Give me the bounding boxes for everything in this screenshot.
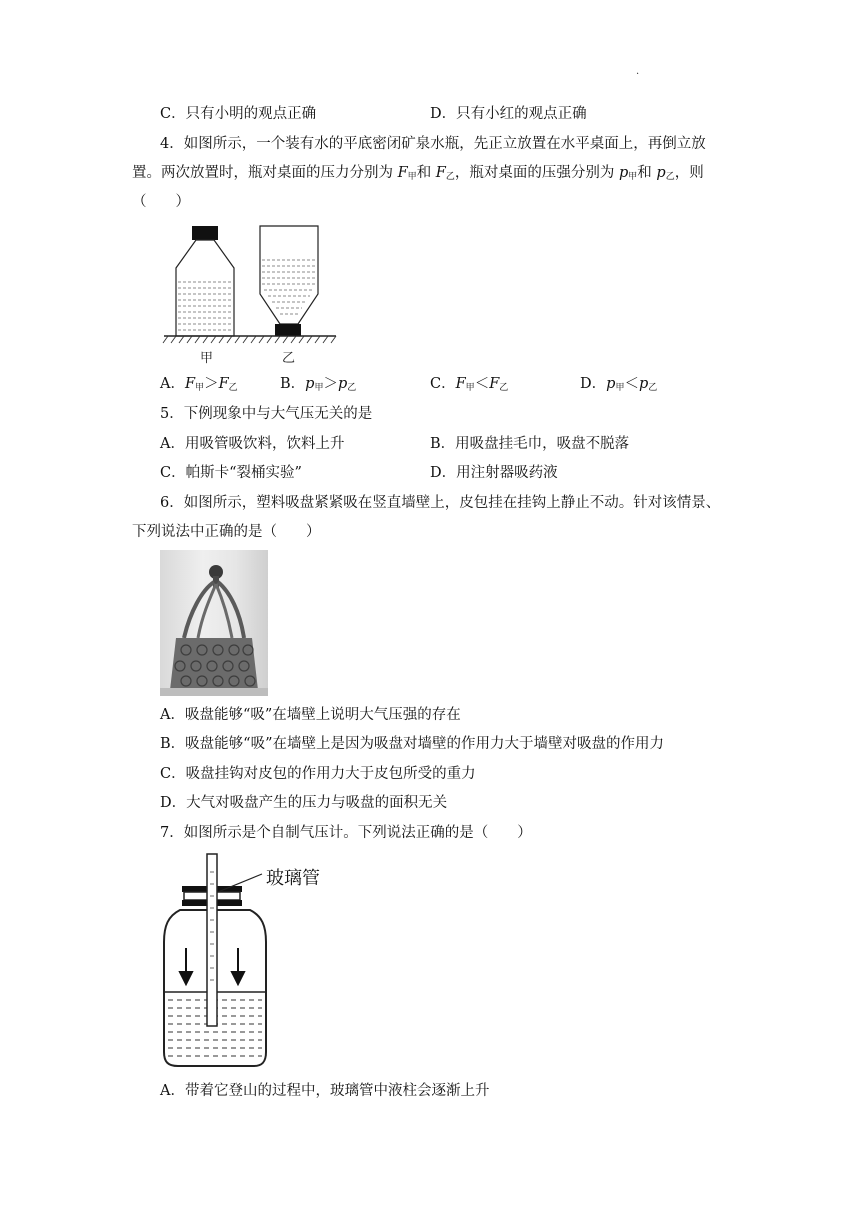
q6-option-a[interactable]: A．吸盘能够“吸”在墙壁上说明大气压强的存在 [160,707,461,723]
q6-option-c[interactable]: C．吸盘挂钩对皮包的作用力大于皮包所受的重力 [160,766,476,782]
q4-option-b[interactable]: B．$p_甲>p_乙$ [280,376,357,393]
q6-stem-line2: 下列说法中正确的是（ ） [132,524,321,540]
glass-tube [207,854,217,1026]
label-jia: 甲 [200,351,214,366]
barometer-figure [158,852,348,1072]
q3-option-d[interactable]: D．只有小红的观点正确 [430,106,587,122]
q4-stem-line2: 置。两次放置时，瓶对桌面的压力分别为 $F_甲$和 $F_乙$，瓶对桌面的压强分别为 $p_甲$和 $p_乙$，则 [132,165,704,182]
q3-option-c[interactable]: C．只有小明的观点正确 [160,106,317,122]
bottle-inverted [260,226,318,324]
bottle-cap-upright [192,226,218,240]
bottle-figure [160,222,340,368]
bottle-cap-inverted [275,324,301,336]
q6-option-b[interactable]: B．吸盘能够“吸”在墙壁上是因为吸盘对墙壁的作用力大于墙壁对吸盘的作用力 [160,736,664,752]
q4-option-d[interactable]: D．$p_甲<p_乙$ [580,376,658,393]
q6-option-d[interactable]: D．大气对吸盘产生的压力与吸盘的面积无关 [160,795,448,811]
q5-option-b[interactable]: B．用吸盘挂毛巾，吸盘不脱落 [430,436,630,452]
q6-stem-line1: 6．如图所示，塑料吸盘紧紧吸在竖直墙壁上，皮包挂在挂钩上静止不动。针对该情景、 [160,495,721,511]
q5-option-d[interactable]: D．用注射器吸药液 [430,465,558,481]
page-marker-dot: . [636,66,640,77]
q5-option-c[interactable]: C．帕斯卡“裂桶实验” [160,465,302,481]
q4-answer-bracket: （ ） [132,194,190,210]
label-yi: 乙 [282,351,296,366]
tube-label: 玻璃管 [266,868,320,889]
q5-stem: 5．下例现象中与大气压无关的是 [160,406,373,422]
table-hatching [163,336,336,343]
q7-stem: 7．如图所示是个自制气压计。下列说法正确的是（ ） [160,825,532,841]
handbag-photo [160,550,268,696]
q5-option-a[interactable]: A．用吸管吸饮料，饮料上升 [160,436,345,452]
q4-option-a[interactable]: A．$F_甲>F_乙$ [160,376,238,393]
q7-option-a[interactable]: A．带着它登山的过程中，玻璃管中液柱会逐渐上升 [160,1083,490,1099]
q4-option-c[interactable]: C．$F_甲<F_乙$ [430,376,509,393]
q4-stem-line1: 4．如图所示，一个装有水的平底密闭矿泉水瓶，先正立放置在水平桌面上，再倒立放 [160,136,706,152]
